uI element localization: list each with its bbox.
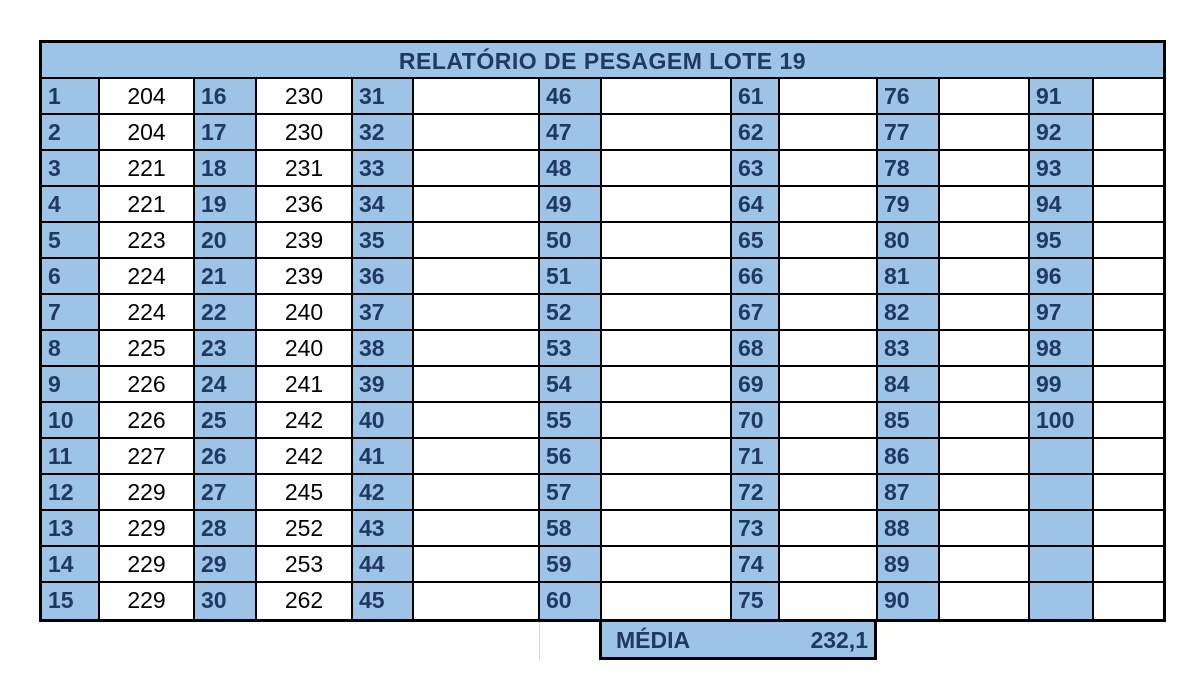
sample-number-cell: 44 xyxy=(353,547,414,583)
sample-number-cell: 48 xyxy=(540,151,602,187)
sample-number-cell: 90 xyxy=(878,583,940,619)
sample-number-cell: 59 xyxy=(540,547,602,583)
weight-value-cell[interactable] xyxy=(940,439,1030,475)
sample-number-cell: 33 xyxy=(353,151,414,187)
weight-value-cell[interactable] xyxy=(602,331,732,367)
weight-value-cell[interactable] xyxy=(780,367,878,403)
sheet-gridline xyxy=(539,622,540,660)
weight-value-cell[interactable] xyxy=(1094,403,1163,439)
weight-value-cell[interactable]: 229 xyxy=(100,583,195,619)
sample-number-cell: 9 xyxy=(42,367,100,403)
sample-number-cell: 99 xyxy=(1030,367,1094,403)
weight-value-cell[interactable] xyxy=(780,79,878,115)
sample-number-cell: 55 xyxy=(540,403,602,439)
sample-number-cell: 18 xyxy=(195,151,257,187)
sample-number-cell: 91 xyxy=(1030,79,1094,115)
sample-number-cell: 61 xyxy=(732,79,780,115)
weight-value-cell[interactable] xyxy=(1094,295,1163,331)
weight-value-cell[interactable] xyxy=(1094,547,1163,583)
sample-number-cell: 21 xyxy=(195,259,257,295)
sample-number-cell: 86 xyxy=(878,439,940,475)
sample-number-cell: 82 xyxy=(878,295,940,331)
sample-number-cell: 39 xyxy=(353,367,414,403)
weight-value-cell[interactable] xyxy=(414,547,540,583)
sample-number-cell: 60 xyxy=(540,583,602,619)
sample-number-cell: 28 xyxy=(195,511,257,547)
weight-value-cell[interactable]: 252 xyxy=(257,511,353,547)
sample-number-cell: 95 xyxy=(1030,223,1094,259)
sample-number-cell: 20 xyxy=(195,223,257,259)
sample-number-cell: 23 xyxy=(195,331,257,367)
average-value: 232,1 xyxy=(810,627,868,653)
weight-value-cell[interactable] xyxy=(780,295,878,331)
average-box xyxy=(599,622,877,660)
sample-number-cell: 34 xyxy=(353,187,414,223)
sample-number-cell: 56 xyxy=(540,439,602,475)
sample-number-cell: 12 xyxy=(42,475,100,511)
weight-value-cell[interactable] xyxy=(780,475,878,511)
weight-value-cell[interactable] xyxy=(414,331,540,367)
weight-value-cell[interactable]: 204 xyxy=(100,115,195,151)
sample-number-cell: 75 xyxy=(732,583,780,619)
sample-number-cell: 85 xyxy=(878,403,940,439)
sample-number-cell: 45 xyxy=(353,583,414,619)
weight-value-cell[interactable]: 221 xyxy=(100,187,195,223)
sample-number-cell: 88 xyxy=(878,511,940,547)
sample-number-cell: 52 xyxy=(540,295,602,331)
weight-value-cell[interactable]: 226 xyxy=(100,367,195,403)
weight-value-cell[interactable] xyxy=(602,367,732,403)
sample-number-cell: 49 xyxy=(540,187,602,223)
weight-value-cell[interactable] xyxy=(1094,223,1163,259)
weight-value-cell[interactable] xyxy=(1094,115,1163,151)
sample-number-cell: 46 xyxy=(540,79,602,115)
sample-number-cell: 15 xyxy=(42,583,100,619)
weighing-report-table xyxy=(39,40,1166,622)
sample-number-cell: 93 xyxy=(1030,151,1094,187)
weight-value-cell[interactable] xyxy=(414,115,540,151)
weight-value-cell[interactable] xyxy=(780,187,878,223)
sample-number-cell: 11 xyxy=(42,439,100,475)
weight-value-cell[interactable] xyxy=(602,223,732,259)
sample-number-cell: 22 xyxy=(195,295,257,331)
weight-value-cell[interactable] xyxy=(414,223,540,259)
weight-value-cell[interactable] xyxy=(940,259,1030,295)
sample-number-cell: 42 xyxy=(353,475,414,511)
sample-number-cell: 72 xyxy=(732,475,780,511)
weight-value-cell[interactable] xyxy=(940,475,1030,511)
sample-number-cell: 43 xyxy=(353,511,414,547)
weight-value-cell[interactable] xyxy=(780,331,878,367)
weight-value-cell[interactable] xyxy=(602,511,732,547)
weight-value-cell[interactable]: 239 xyxy=(257,223,353,259)
weight-value-cell[interactable]: 230 xyxy=(257,79,353,115)
weight-value-cell[interactable] xyxy=(602,475,732,511)
sample-number-cell: 35 xyxy=(353,223,414,259)
weight-value-cell[interactable]: 204 xyxy=(100,79,195,115)
weight-value-cell[interactable] xyxy=(1094,439,1163,475)
weight-value-cell[interactable] xyxy=(414,367,540,403)
weight-value-cell[interactable]: 224 xyxy=(100,295,195,331)
sample-number-cell: 19 xyxy=(195,187,257,223)
weight-value-cell[interactable] xyxy=(602,295,732,331)
sample-number-cell: 51 xyxy=(540,259,602,295)
weight-value-cell[interactable] xyxy=(1094,331,1163,367)
sample-number-cell: 74 xyxy=(732,547,780,583)
weight-value-cell[interactable] xyxy=(602,187,732,223)
sample-number-cell xyxy=(1030,583,1094,619)
weight-value-cell[interactable] xyxy=(940,583,1030,619)
weight-value-cell[interactable] xyxy=(602,259,732,295)
weight-value-cell[interactable] xyxy=(414,511,540,547)
weights-grid xyxy=(42,79,1163,619)
report-title: RELATÓRIO DE PESAGEM LOTE 19 xyxy=(42,43,1163,79)
sample-number-cell: 87 xyxy=(878,475,940,511)
weight-value-cell[interactable] xyxy=(1094,79,1163,115)
sample-number-cell: 98 xyxy=(1030,331,1094,367)
sample-number-cell: 64 xyxy=(732,187,780,223)
weight-value-cell[interactable]: 245 xyxy=(257,475,353,511)
weight-value-cell[interactable] xyxy=(602,151,732,187)
weight-value-cell[interactable] xyxy=(940,367,1030,403)
weight-value-cell[interactable] xyxy=(414,295,540,331)
weight-value-cell[interactable] xyxy=(940,79,1030,115)
sample-number-cell: 57 xyxy=(540,475,602,511)
sample-number-cell: 26 xyxy=(195,439,257,475)
weight-value-cell[interactable] xyxy=(602,547,732,583)
weight-value-cell[interactable]: 241 xyxy=(257,367,353,403)
weight-value-cell[interactable]: 229 xyxy=(100,511,195,547)
weight-value-cell[interactable] xyxy=(414,187,540,223)
weight-value-cell[interactable] xyxy=(1094,151,1163,187)
sample-number-cell: 81 xyxy=(878,259,940,295)
weight-value-cell[interactable]: 242 xyxy=(257,403,353,439)
weight-value-cell[interactable]: 240 xyxy=(257,331,353,367)
sample-number-cell: 89 xyxy=(878,547,940,583)
sample-number-cell: 78 xyxy=(878,151,940,187)
weight-value-cell[interactable] xyxy=(602,439,732,475)
sample-number-cell xyxy=(1030,547,1094,583)
weight-value-cell[interactable] xyxy=(780,511,878,547)
weight-value-cell[interactable] xyxy=(414,475,540,511)
sample-number-cell: 32 xyxy=(353,115,414,151)
weight-value-cell[interactable]: 239 xyxy=(257,259,353,295)
weight-value-cell[interactable] xyxy=(780,259,878,295)
sample-number-cell: 54 xyxy=(540,367,602,403)
sample-number-cell: 63 xyxy=(732,151,780,187)
sample-number-cell: 71 xyxy=(732,439,780,475)
sample-number-cell: 36 xyxy=(353,259,414,295)
weight-value-cell[interactable]: 227 xyxy=(100,439,195,475)
sample-number-cell: 30 xyxy=(195,583,257,619)
weight-value-cell[interactable] xyxy=(940,151,1030,187)
sample-number-cell: 94 xyxy=(1030,187,1094,223)
sample-number-cell: 38 xyxy=(353,331,414,367)
weight-value-cell[interactable] xyxy=(1094,367,1163,403)
sample-number-cell: 1 xyxy=(42,79,100,115)
weight-value-cell[interactable] xyxy=(940,511,1030,547)
weight-value-cell[interactable]: 223 xyxy=(100,223,195,259)
sample-number-cell: 70 xyxy=(732,403,780,439)
weight-value-cell[interactable]: 242 xyxy=(257,439,353,475)
weight-value-cell[interactable] xyxy=(780,223,878,259)
weight-value-cell[interactable] xyxy=(414,151,540,187)
weight-value-cell[interactable] xyxy=(602,79,732,115)
sample-number-cell: 76 xyxy=(878,79,940,115)
weight-value-cell[interactable] xyxy=(414,583,540,619)
sample-number-cell: 92 xyxy=(1030,115,1094,151)
weight-value-cell[interactable] xyxy=(1094,259,1163,295)
sample-number-cell xyxy=(1030,511,1094,547)
weight-value-cell[interactable] xyxy=(780,403,878,439)
sample-number-cell: 53 xyxy=(540,331,602,367)
weight-value-cell[interactable] xyxy=(1094,511,1163,547)
sample-number-cell: 62 xyxy=(732,115,780,151)
sample-number-cell: 16 xyxy=(195,79,257,115)
sample-number-cell: 17 xyxy=(195,115,257,151)
sample-number-cell: 27 xyxy=(195,475,257,511)
sample-number-cell: 80 xyxy=(878,223,940,259)
weight-value-cell[interactable] xyxy=(940,295,1030,331)
weight-value-cell[interactable] xyxy=(940,547,1030,583)
sample-number-cell: 4 xyxy=(42,187,100,223)
sample-number-cell: 2 xyxy=(42,115,100,151)
weight-value-cell[interactable] xyxy=(414,259,540,295)
sample-number-cell xyxy=(1030,439,1094,475)
sample-number-cell: 29 xyxy=(195,547,257,583)
weight-value-cell[interactable] xyxy=(602,115,732,151)
weight-value-cell[interactable]: 224 xyxy=(100,259,195,295)
sample-number-cell: 69 xyxy=(732,367,780,403)
sample-number-cell: 24 xyxy=(195,367,257,403)
sample-number-cell: 14 xyxy=(42,547,100,583)
sample-number-cell: 67 xyxy=(732,295,780,331)
sample-number-cell: 13 xyxy=(42,511,100,547)
weight-value-cell[interactable]: 226 xyxy=(100,403,195,439)
sample-number-cell: 79 xyxy=(878,187,940,223)
sample-number-cell: 96 xyxy=(1030,259,1094,295)
sample-number-cell: 5 xyxy=(42,223,100,259)
sample-number-cell: 47 xyxy=(540,115,602,151)
weight-value-cell[interactable] xyxy=(780,583,878,619)
sample-number-cell: 31 xyxy=(353,79,414,115)
weight-value-cell[interactable] xyxy=(414,403,540,439)
weight-value-cell[interactable]: 230 xyxy=(257,115,353,151)
sample-number-cell: 25 xyxy=(195,403,257,439)
weight-value-cell[interactable] xyxy=(1094,583,1163,619)
weight-value-cell[interactable]: 240 xyxy=(257,295,353,331)
sample-number-cell: 40 xyxy=(353,403,414,439)
weight-value-cell[interactable] xyxy=(940,403,1030,439)
sample-number-cell: 6 xyxy=(42,259,100,295)
weight-value-cell[interactable] xyxy=(940,331,1030,367)
weight-value-cell[interactable]: 221 xyxy=(100,151,195,187)
sample-number-cell: 100 xyxy=(1030,403,1094,439)
weight-value-cell[interactable] xyxy=(1094,187,1163,223)
sample-number-cell: 65 xyxy=(732,223,780,259)
sample-number-cell: 73 xyxy=(732,511,780,547)
weight-value-cell[interactable] xyxy=(602,583,732,619)
sample-number-cell: 8 xyxy=(42,331,100,367)
weight-value-cell[interactable] xyxy=(1094,475,1163,511)
sample-number-cell: 37 xyxy=(353,295,414,331)
average-label: MÉDIA xyxy=(616,627,691,653)
weight-value-cell[interactable] xyxy=(602,403,732,439)
sample-number-cell: 10 xyxy=(42,403,100,439)
weight-value-cell[interactable]: 225 xyxy=(100,331,195,367)
weight-value-cell[interactable] xyxy=(940,115,1030,151)
weight-value-cell[interactable]: 236 xyxy=(257,187,353,223)
weight-value-cell[interactable] xyxy=(780,547,878,583)
sample-number-cell: 58 xyxy=(540,511,602,547)
sample-number-cell: 3 xyxy=(42,151,100,187)
weight-value-cell[interactable]: 229 xyxy=(100,547,195,583)
weight-value-cell[interactable] xyxy=(780,439,878,475)
sample-number-cell xyxy=(1030,475,1094,511)
sample-number-cell: 97 xyxy=(1030,295,1094,331)
sample-number-cell: 77 xyxy=(878,115,940,151)
sample-number-cell: 66 xyxy=(732,259,780,295)
weight-value-cell[interactable] xyxy=(414,439,540,475)
weight-value-cell[interactable]: 229 xyxy=(100,475,195,511)
weight-value-cell[interactable]: 253 xyxy=(257,547,353,583)
weight-value-cell[interactable] xyxy=(414,79,540,115)
sample-number-cell: 7 xyxy=(42,295,100,331)
weight-value-cell[interactable] xyxy=(940,187,1030,223)
sample-number-cell: 41 xyxy=(353,439,414,475)
sample-number-cell: 50 xyxy=(540,223,602,259)
weight-value-cell[interactable] xyxy=(780,151,878,187)
sample-number-cell: 68 xyxy=(732,331,780,367)
weight-value-cell[interactable]: 262 xyxy=(257,583,353,619)
weight-value-cell[interactable]: 231 xyxy=(257,151,353,187)
weight-value-cell[interactable] xyxy=(940,223,1030,259)
sample-number-cell: 84 xyxy=(878,367,940,403)
weight-value-cell[interactable] xyxy=(780,115,878,151)
sample-number-cell: 83 xyxy=(878,331,940,367)
